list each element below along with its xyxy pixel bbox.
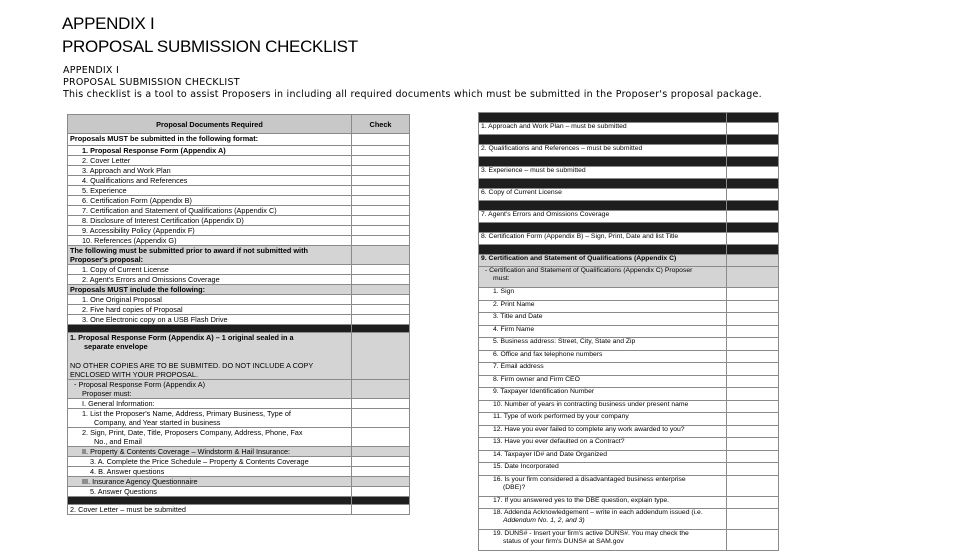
check-cell[interactable] xyxy=(727,388,779,401)
appendix-c-item: 7. Email address xyxy=(479,363,779,376)
check-cell[interactable] xyxy=(727,463,779,476)
check-cell[interactable] xyxy=(727,363,779,376)
format-item: 5. Experience xyxy=(68,186,410,196)
left-checklist-table xyxy=(67,114,410,515)
check-cell[interactable] xyxy=(727,509,779,530)
divider-bar xyxy=(479,201,779,211)
check-cell[interactable] xyxy=(727,375,779,388)
check-cell[interactable] xyxy=(352,457,410,467)
check-cell[interactable] xyxy=(352,146,410,156)
check-cell[interactable] xyxy=(352,275,410,285)
appendix-c-item: 18. Addenda Acknowledgement – write in each addendum issued (i.e. Addendum No. 1, 2, and 3) xyxy=(479,509,779,530)
title-line-2: PROPOSAL SUBMISSION CHECKLIST xyxy=(62,37,358,56)
appendix-c-item: 11. Type of work performed by your company xyxy=(479,413,779,426)
check-cell[interactable] xyxy=(352,186,410,196)
check-cell[interactable] xyxy=(352,315,410,325)
format-item: 3. Approach and Work Plan xyxy=(68,166,410,176)
check-cell[interactable] xyxy=(352,265,410,275)
format-item: 10. References (Appendix G) xyxy=(68,236,410,246)
check-cell[interactable] xyxy=(727,350,779,363)
check-cell[interactable] xyxy=(352,477,410,487)
check-cell[interactable] xyxy=(352,447,410,457)
appendix-c-item: 14. Taxpayer ID# and Date Organized xyxy=(479,450,779,463)
checklist-row: 7. Agent's Errors and Omissions Coverage xyxy=(479,210,779,223)
check-cell[interactable] xyxy=(352,134,410,146)
check-cell[interactable] xyxy=(352,333,410,380)
page-title xyxy=(62,12,358,58)
check-cell[interactable] xyxy=(352,505,410,515)
award-item: 1. Copy of Current License xyxy=(68,265,410,275)
check-cell[interactable] xyxy=(352,428,410,447)
divider-bar xyxy=(68,497,410,505)
format-item: 8. Disclosure of Interest Certification (Appendix D) xyxy=(68,216,410,226)
checklist-row: 9. Certification and Statement of Qualifications (Appendix C) xyxy=(479,254,779,267)
check-cell[interactable] xyxy=(727,496,779,509)
check-cell[interactable] xyxy=(727,325,779,338)
general-info-item: 2. Sign, Print, Date, Title, Proposers Company, Address, Phone, Fax No., and Email xyxy=(68,428,410,447)
check-cell[interactable] xyxy=(727,267,779,288)
appendix-c-item: 2. Print Name xyxy=(479,300,779,313)
property-item: 4. B. Answer questions xyxy=(68,467,410,477)
check-cell[interactable] xyxy=(727,210,779,223)
check-cell[interactable] xyxy=(727,288,779,301)
format-item: 9. Accessibility Policy (Appendix F) xyxy=(68,226,410,236)
check-cell[interactable] xyxy=(352,176,410,186)
intro-line-1: APPENDIX I xyxy=(63,65,120,76)
divider-bar xyxy=(479,245,779,255)
appendix-c-item: 6. Office and fax telephone numbers xyxy=(479,350,779,363)
intro-line-3: This checklist is a tool to assist Proposers in including all required documents which must be submitted in the Proposer's proposal package. xyxy=(63,89,762,100)
appendix-c-item: 13. Have you ever defaulted on a Contract? xyxy=(479,438,779,451)
check-cell[interactable] xyxy=(727,475,779,496)
check-cell[interactable] xyxy=(352,226,410,236)
insurance-heading: III. Insurance Agency Questionnaire xyxy=(68,477,410,487)
appendix-c-item: 4. Firm Name xyxy=(479,325,779,338)
col-check: Check xyxy=(352,115,410,134)
format-item: 2. Cover Letter xyxy=(68,156,410,166)
checklist-row: 8. Certification Form (Appendix B) – Sign, Print, Date and list Title xyxy=(479,232,779,245)
format-item: 7. Certification and Statement of Qualifications (Appendix C) xyxy=(68,206,410,216)
checklist-row: 6. Copy of Current License xyxy=(479,188,779,201)
check-cell[interactable] xyxy=(352,380,410,399)
appendix-c-item: 16. Is your firm considered a disadvantaged business enterprise (DBE)? xyxy=(479,475,779,496)
check-cell[interactable] xyxy=(352,246,410,265)
appendix-c-item: 17. If you answered yes to the DBE question, explain type. xyxy=(479,496,779,509)
check-cell[interactable] xyxy=(352,305,410,315)
check-cell[interactable] xyxy=(352,295,410,305)
include-item: 2. Five hard copies of Proposal xyxy=(68,305,410,315)
table-header xyxy=(68,115,410,134)
checklist-row: 2. Qualifications and References – must be submitted xyxy=(479,144,779,157)
property-item: 3. A. Complete the Price Schedule – Property & Contents Coverage xyxy=(68,457,410,467)
format-item: 6. Certification Form (Appendix B) xyxy=(68,196,410,206)
include-item: 3. One Electronic copy on a USB Flash Drive xyxy=(68,315,410,325)
check-cell[interactable] xyxy=(727,338,779,351)
check-cell[interactable] xyxy=(727,438,779,451)
appendix-c-item: 1. Sign xyxy=(479,288,779,301)
check-cell[interactable] xyxy=(352,487,410,497)
check-cell[interactable] xyxy=(727,144,779,157)
check-cell[interactable] xyxy=(727,122,779,135)
check-cell[interactable] xyxy=(727,450,779,463)
award-item: 2. Agent's Errors and Omissions Coverage xyxy=(68,275,410,285)
check-cell[interactable] xyxy=(352,196,410,206)
check-cell[interactable] xyxy=(352,399,410,409)
col-documents-required: Proposal Documents Required xyxy=(68,115,352,134)
include-item: 1. One Original Proposal xyxy=(68,295,410,305)
appendix-c-item: 15. Date Incorporated xyxy=(479,463,779,476)
check-cell[interactable] xyxy=(727,300,779,313)
section-must-include: Proposals MUST include the following: xyxy=(68,285,410,295)
appendix-c-item: 19. DUNS# - Insert your firm's active DUNS#. You may check the status of your firm's DUNS# at SAM.gov xyxy=(479,530,779,551)
insurance-item: 5. Answer Questions xyxy=(68,487,410,497)
intro-line-2: PROPOSAL SUBMISSION CHECKLIST xyxy=(63,77,240,88)
divider-bar xyxy=(479,223,779,233)
check-cell[interactable] xyxy=(352,206,410,216)
appendix-c-item: 9. Taxpayer Identification Number xyxy=(479,388,779,401)
check-cell[interactable] xyxy=(727,425,779,438)
section-prior-to-award: The following must be submitted prior to award if not submitted with Proposer's proposal: xyxy=(68,246,410,265)
check-cell[interactable] xyxy=(727,254,779,267)
divider-bar xyxy=(479,113,779,123)
checklist-row: 3. Experience – must be submitted xyxy=(479,166,779,179)
general-info-heading: I. General Information: xyxy=(68,399,410,409)
intro-text xyxy=(63,65,762,101)
check-cell[interactable] xyxy=(727,313,779,326)
appendix-c-item: 3. Title and Date xyxy=(479,313,779,326)
general-info-item: 1. List the Proposer's Name, Address, Primary Business, Type of Company, and Year started in business xyxy=(68,409,410,428)
cover-letter-item: 2. Cover Letter – must be submitted xyxy=(68,505,410,515)
appendix-c-intro: - Certification and Statement of Qualifications (Appendix C) Proposer must: xyxy=(479,267,779,288)
check-cell[interactable] xyxy=(352,216,410,226)
appendix-c-item: 8. Firm owner and Firm CEO xyxy=(479,375,779,388)
check-cell[interactable] xyxy=(727,166,779,179)
check-cell[interactable] xyxy=(352,285,410,295)
check-cell[interactable] xyxy=(727,530,779,551)
property-heading: II. Property & Contents Coverage – Windstorm & Hail Insurance: xyxy=(68,447,410,457)
check-cell[interactable] xyxy=(352,166,410,176)
appendix-c-item: 5. Business address: Street, City, State and Zip xyxy=(479,338,779,351)
divider-bar xyxy=(479,179,779,189)
section-format: Proposals MUST be submitted in the following format: xyxy=(68,134,410,146)
check-cell[interactable] xyxy=(727,188,779,201)
format-item: 4. Qualifications and References xyxy=(68,176,410,186)
checklist-row: 1. Approach and Work Plan – must be submitted xyxy=(479,122,779,135)
check-cell[interactable] xyxy=(352,156,410,166)
check-cell[interactable] xyxy=(727,232,779,245)
check-cell[interactable] xyxy=(727,400,779,413)
check-cell[interactable] xyxy=(352,467,410,477)
divider-bar xyxy=(479,135,779,145)
right-checklist-table xyxy=(478,112,779,551)
divider-bar xyxy=(479,157,779,167)
check-cell[interactable] xyxy=(352,409,410,428)
check-cell[interactable] xyxy=(727,413,779,426)
appendix-c-item: 12. Have you ever failed to complete any work awarded to you? xyxy=(479,425,779,438)
appendix-c-item: 10. Number of years in contracting business under present name xyxy=(479,400,779,413)
format-item: 1. Proposal Response Form (Appendix A) xyxy=(68,146,410,156)
divider-bar xyxy=(68,325,410,333)
form-intro: - Proposal Response Form (Appendix A) Proposer must: xyxy=(68,380,410,399)
title-line-1: APPENDIX I xyxy=(62,14,155,33)
response-form-item: 1. Proposal Response Form (Appendix A) – 1 original sealed in a separate envelope NO OTHER COPIES ARE TO BE SUBMITED. DO NOT INCLUDE A COPY ENCLOSED WITH YOUR PROPOSAL. xyxy=(68,333,410,380)
check-cell[interactable] xyxy=(352,236,410,246)
